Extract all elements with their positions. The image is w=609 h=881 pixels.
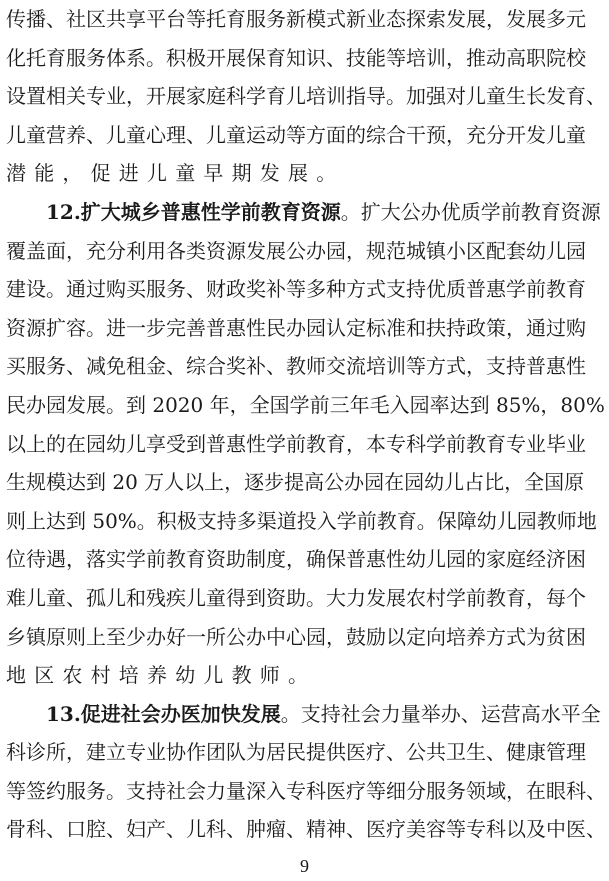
line-text: 难儿童、孤儿和残疾儿童得到资助。大力发展农村学前教育，每个	[6, 585, 586, 610]
line-text	[46, 199, 601, 240]
line-text: 化托育服务体系。积极开展保育知识、技能等培训，推动高职院校	[6, 45, 586, 70]
text-line	[6, 315, 586, 356]
line-text-continuation: 。支持社会力量举办、运营高水平全	[280, 701, 601, 726]
line-text: 科诊所，建立专业协作团队为居民提供医疗、公共卫生、健康管理	[6, 740, 586, 765]
line-text: 生规模达到 20 万人以上，逐步提高公办园在园幼儿占比，全国原	[6, 470, 585, 495]
line-text: 传播、社区共享平台等托育服务新模式新业态探索发展，发展多元	[6, 7, 586, 31]
text-line	[6, 778, 606, 819]
text-line	[6, 84, 606, 124]
line-text: 位待遇，落实学前教育资助制度，确保普惠性幼儿园的家庭经济困	[6, 547, 586, 572]
line-text: 以上的在园幼儿享受到普惠性学前教育，本专科学前教育专业毕业	[6, 431, 586, 456]
line-text-continuation: 。扩大公办优质学前教育资源	[340, 199, 601, 224]
line-text: 地区农村培养幼儿教师。	[6, 663, 317, 688]
line-text: 则上达到 50%。积极支持多渠道投入学前教育。保障幼儿园教师地	[6, 508, 597, 533]
text-line	[6, 817, 606, 857]
text-line-paragraph-end	[6, 162, 576, 201]
line-text: 建设。通过购买服务、财政奖补等多种方式支持优质普惠学前教育	[6, 277, 586, 302]
text-line	[6, 585, 586, 626]
section-12-heading-line	[6, 199, 601, 240]
text-line	[6, 238, 586, 279]
line-text: 儿童营养、儿童心理、儿童运动等方面的综合干预，充分开发儿童	[6, 122, 586, 147]
line-text: 买服务、减免租金、综合奖补、教师交流培训等方式，支持普惠性	[6, 354, 586, 379]
section-13-heading-line	[6, 701, 601, 742]
line-text: 覆盖面，充分利用各类资源发展公办园，规范城镇小区配套幼儿园	[6, 238, 586, 263]
line-text: 设置相关专业，开展家庭科学育儿培训指导。加强对儿童生长发育、	[6, 84, 606, 109]
text-line	[6, 740, 586, 780]
text-line	[6, 470, 585, 510]
text-line	[6, 508, 597, 549]
text-line	[6, 7, 586, 47]
line-text	[46, 701, 601, 742]
line-text: 民办园发展。到 2020 年，全国学前三年毛入园率达到 85%，80%	[6, 392, 605, 417]
text-line	[6, 354, 586, 394]
text-line	[6, 45, 586, 86]
text-line	[6, 431, 586, 472]
line-text: 资源扩容。进一步完善普惠性民办园认定标准和扶持政策，通过购	[6, 315, 586, 340]
text-line-paragraph-end	[6, 664, 576, 703]
text-line	[6, 277, 586, 317]
document-body	[6, 7, 606, 857]
line-text: 骨科、口腔、妇产、儿科、肿瘤、精神、医疗美容等专科以及中医、	[6, 817, 606, 842]
section-heading-13: 13.促进社会办医加快发展	[46, 701, 281, 726]
text-line	[6, 392, 605, 433]
line-text: 等签约服务。支持社会力量深入专科医疗等细分服务领域，在眼科、	[6, 778, 606, 803]
page-number: 9	[300, 856, 309, 876]
text-line	[6, 624, 586, 665]
text-line	[6, 547, 586, 587]
text-line	[6, 122, 586, 163]
line-text: 潜能，促进儿童早期发展。	[6, 161, 345, 186]
line-text: 乡镇原则上至少办好一所公办中心园，鼓励以定向培养方式为贫困	[6, 624, 586, 649]
section-heading-12: 12.扩大城乡普惠性学前教育资源	[46, 199, 341, 224]
